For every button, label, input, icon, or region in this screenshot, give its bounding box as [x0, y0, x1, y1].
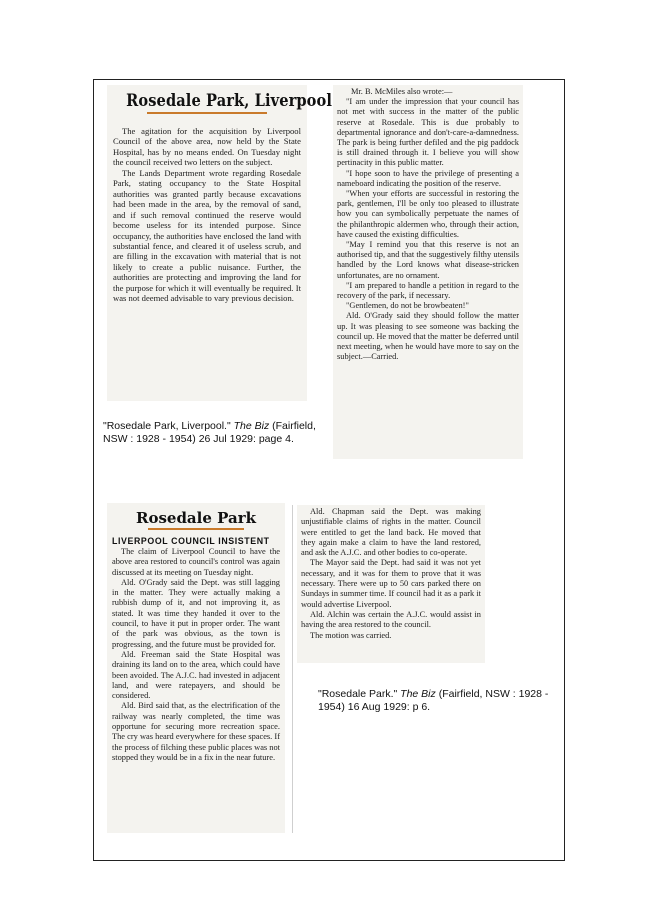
- paragraph: Ald. Bird said that, as the electrification of the railway was nearly completed, the time was opportune for securing more recreation space. The cry was heard everywhere for these spaces. If the process of filching these public places was not stopped they would be in a fix in the near future.: [112, 701, 280, 762]
- paragraph: "I am prepared to handle a petition in regard to the recovery of the park, if necessary.: [337, 280, 519, 301]
- article1-left-body: [113, 126, 301, 304]
- paragraph: Ald. O'Grady said the Dept. was still lagging in the matter. They were actually making a rubbish dump of it, and not improving it, as stated. It was time they handed it over to the council, to have it put in proper order. The want of the park was obvious, as the town is progressing, and the future must be provided for.: [112, 577, 280, 649]
- paragraph: The Mayor said the Dept. had said it was not yet necessary, and it was for them to prove that it was necessary. There were up to 50 cars parked there on Sundays in summer time. If council had it as a park it would advertise Liverpool.: [301, 558, 481, 609]
- citation-title: "Rosedale Park, Liverpool.": [103, 420, 234, 432]
- article1-left-clipping: [107, 85, 333, 401]
- article1-right-body: [337, 87, 519, 362]
- article1-citation: [103, 420, 333, 446]
- column-divider: [292, 505, 293, 833]
- citation-details: (Fairfield, NSW : 1928 - 1954) 16 Aug 1929: p 6.: [318, 688, 549, 713]
- paragraph-heading: Mr. B. McMiles also wrote:—: [351, 87, 453, 96]
- paragraph: "When your efforts are successful in restoring the park, gentlemen, I'll be only too pleased to illustrate how you can symbolically perpetuate the names of the philanthropic aldermen who, through their action, have caused the existing difficulties.: [337, 189, 519, 239]
- article1-right-clipping: [333, 85, 523, 459]
- paragraph: Ald. Alchin was certain the A.J.C. would assist in having the area restored to the council.: [301, 609, 481, 630]
- article2-right-clipping: [297, 505, 485, 663]
- paragraph: "May I remind you that this reserve is not an authorised tip, and that the suggestively filthy utensils handled by the Lord knows what disease-stricken unfortunates, are no ornament.: [337, 240, 519, 280]
- article2-title: Rosedale Park: [135, 509, 257, 527]
- paragraph: The claim of Liverpool Council to have the above area restored to council's control was again discussed at its meeting on Tuesday night.: [112, 547, 280, 577]
- article2-citation: [318, 688, 553, 714]
- paragraph: Ald. O'Grady said they should follow the matter up. It was pleasing to see someone was backing the council up. He moved that the matter be deferred until next meeting, when he would have more to say on the subject.—Carried.: [337, 311, 519, 362]
- citation-title: "Rosedale Park.": [318, 688, 401, 700]
- paragraph: "Gentlemen, do not be browbeaten!": [346, 301, 469, 311]
- paragraph: Ald. Chapman said the Dept. was making unjustifiable claims of rights in the matter. Council were entitled to get the land back. He moved that they again make a claim to have the land restored, and ask the A.J.C. and other bodies to co-operate.: [301, 507, 481, 558]
- article2-left-clipping: [107, 503, 285, 833]
- article2-subtitle: LIVERPOOL COUNCIL INSISTENT: [112, 536, 270, 546]
- citation-details: (Fairfield, NSW : 1928 - 1954) 26 Jul 1929: page 4.: [103, 420, 316, 445]
- article2-right-body: [301, 507, 481, 641]
- citation-newspaper: The Biz: [233, 420, 270, 432]
- article2-left-body: [112, 547, 280, 763]
- article1-title: Rosedale Park, Liverpool: [126, 91, 333, 111]
- paragraph: The motion was carried.: [310, 630, 392, 640]
- paragraph: The Lands Department wrote regarding Rosedale Park, stating occupancy to the State Hospital authorities was granted partly because excavations had been made in the area, by the removal of sand, and if such removal continued the reserve would become useless for its intended purpose. Since occupancy, the authorities have enclosed the land with substantial fence, and cleared it of useless scrub, and are filling in the excavation with material that is not likely to create a public nuisance. Further, the authorities are protecting and improving the land for the purpose for which it will eventually be required. It was not deemed advisable to vary previous decision.: [113, 167, 301, 304]
- citation-newspaper: The Biz: [400, 688, 436, 700]
- title-underline: [147, 112, 267, 114]
- paragraph: The agitation for the acquisition by Liverpool Council of the above area, now held by the State Hospital, has by no means ended. On Tuesday night the council received two letters on the subject.: [113, 126, 301, 168]
- paragraph: "I hope soon to have the privilege of presenting a nameboard indicating the position of the reserve.: [337, 168, 519, 188]
- paragraph: Ald. Freeman said the State Hospital was draining its land on to the area, which could have been avoided. The A.J.C. had invested in adjacent land, and were ratepayers, and should be considered.: [112, 649, 280, 701]
- paragraph: "I am under the impression that your council has not met with success in the matter of the public reserve at Rosedale. This is due probably to departmental ignorance and don't-care-a-damnedness. The park is being further defiled and the pig paddock is still drained through it. I believe you will show pertinacity in this public matter.: [337, 97, 519, 168]
- title-underline: [148, 528, 244, 530]
